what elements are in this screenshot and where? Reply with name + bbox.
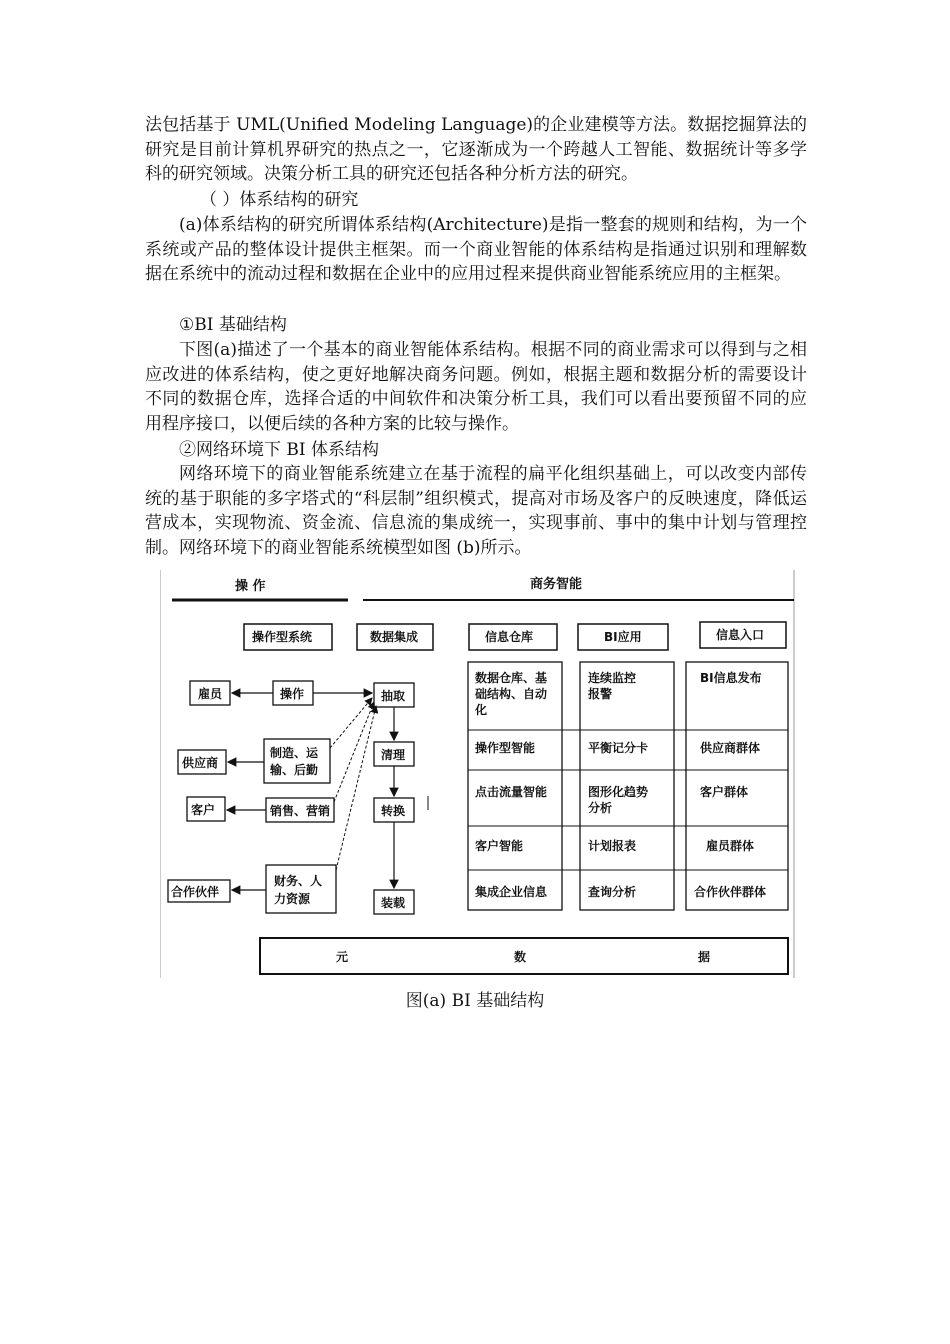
grid-dw-2: 操作型智能 (475, 741, 536, 755)
label-operate: 操作 (280, 687, 305, 701)
heading-architecture-research: （ ）体系结构的研究 (200, 190, 359, 210)
grid-dw-1c: 化 (475, 703, 488, 717)
col-head-portal: 信息入口 (716, 628, 765, 642)
paragraph-bi-basic: 下图(a)描述了一个基本的商业智能体系结构。根据不同的商业需求可以得到与之相应改进的体系结构，使之更好地解决商务问题。例如，根据主题和数据分析的需要设计不同的数据仓库，选择合适的中间软件和决策分析工具，我们可以看出要预留不同的应用程序接口，以便后续的各种方案的比较与操作。 (145, 340, 807, 434)
paragraph-network-bi: 网络环境下的商业智能系统建立在基于流程的扁平化组织基础上，可以改变内部传统的基于职能的多字塔式的“科层制”组织模式，提高对市场及客户的反映速度，降低运营成本，实现物流、资金流、信息流的集成统一，实现事前、事中的集中计划与管理控制。网络环境下的商业智能系统模型如图 (b)所示。 (145, 464, 807, 558)
col-head-bi: BI应用 (604, 630, 642, 644)
grid-dw-5: 集成企业信息 (475, 885, 548, 899)
paragraph-methods: 法包括基于 UML(Unified Modeling Language)的企业建模等方法。数据挖掘算法的研究是目前计算机界研究的热点之一，它逐渐成为一个跨越人工智能、数据统计等多学科的研究领域。决策分析工具的研究还包括各种分析方法的研究。 (145, 115, 807, 185)
header-operations: 操 作 (235, 579, 266, 594)
grid-bi-2: 平衡记分卡 (588, 741, 649, 755)
grid-bi-3b: 分析 (588, 801, 613, 815)
meta-char-2: 数 (514, 950, 527, 964)
grid-bi-3a: 图形化趋势 (588, 785, 649, 799)
paragraph-architecture: (a)体系结构的研究所谓体系结构(Architecture)是指一整套的规则和结构，为一个系统或产品的整体设计提供主框架。而一个商业智能的体系结构是指通过识别和理解数据在系统中的流动过程和数据在企业中的应用过程来提供商业智能系统应用的主框架。 (145, 215, 807, 285)
grid-bi-1b: 报警 (588, 687, 613, 701)
grid-dw-4: 客户智能 (475, 839, 524, 853)
label-fin-1: 财务、人 (274, 874, 323, 888)
bi-architecture-diagram (160, 570, 800, 980)
label-supplier: 供应商 (182, 756, 219, 770)
heading-bi-basic-structure: ①BI 基础结构 (179, 315, 287, 335)
label-extract: 抽取 (381, 689, 406, 703)
grid-portal-5: 合作伙伴群体 (694, 885, 767, 899)
label-customer: 客户 (191, 803, 216, 817)
figure-caption: 图(a) BI 基础结构 (405, 991, 545, 1011)
label-load: 装载 (381, 896, 406, 910)
meta-char-1: 元 (336, 950, 349, 964)
grid-portal-2: 供应商群体 (700, 741, 761, 755)
col-head-ops: 操作型系统 (252, 630, 313, 644)
label-sales: 销售、营销 (270, 804, 331, 818)
heading-network-bi: ②网络环境下 BI 体系结构 (179, 440, 380, 460)
grid-dw-1a: 数据仓库、基 (475, 671, 548, 685)
label-mfg-2: 输、后勤 (270, 763, 319, 777)
grid-bi-5: 查询分析 (588, 885, 637, 899)
grid-portal-3: 客户群体 (700, 785, 749, 799)
grid-portal-4: 雇员群体 (706, 839, 755, 853)
grid-portal-1: BI信息发布 (700, 671, 762, 685)
label-clean: 清理 (381, 748, 406, 762)
grid-bi-4: 计划报表 (588, 839, 637, 853)
label-partner: 合作伙伴 (171, 885, 220, 899)
label-transform: 转换 (381, 804, 406, 818)
col-head-dw: 信息仓库 (485, 630, 534, 644)
label-mfg-1: 制造、运 (270, 746, 319, 760)
meta-char-3: 据 (698, 950, 711, 964)
label-fin-2: 力资源 (274, 892, 311, 906)
grid-dw-1b: 础结构、自动 (475, 687, 548, 701)
header-business-intelligence: 商务智能 (530, 577, 583, 592)
grid-dw-3: 点击流量智能 (475, 785, 548, 799)
col-head-integ: 数据集成 (370, 630, 419, 644)
grid-bi-1a: 连续监控 (588, 671, 637, 685)
label-employee: 雇员 (198, 687, 223, 701)
